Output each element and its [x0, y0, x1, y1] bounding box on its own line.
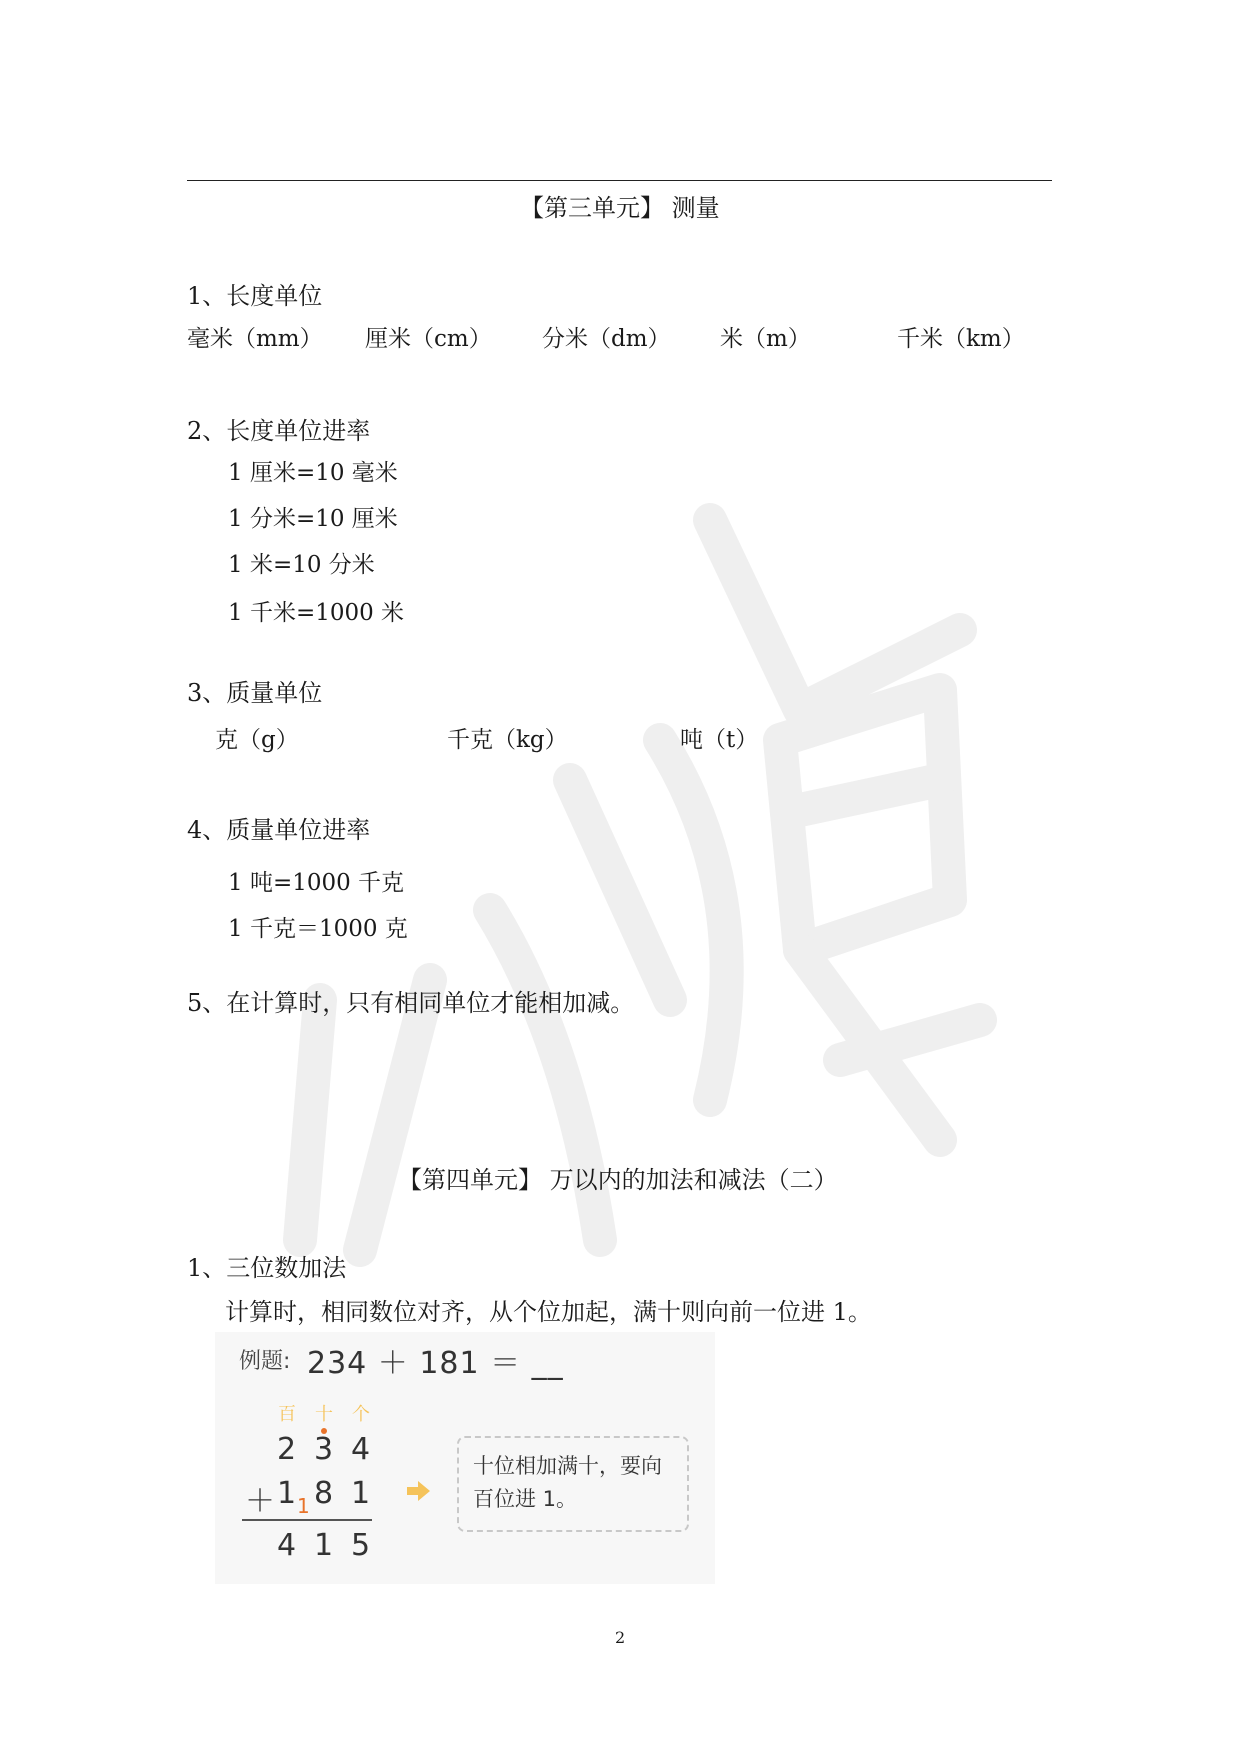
length-rate-4: 1 千米=1000 米: [228, 600, 405, 626]
row2-tens: 8: [314, 1476, 334, 1511]
row2-hundreds: 1: [277, 1476, 297, 1511]
length-rate-2: 1 分米=10 厘米: [228, 506, 398, 532]
place-hundreds: 百: [278, 1404, 296, 1425]
unit4-s1-heading: 1、三位数加法: [187, 1254, 347, 1282]
row2-ones: 1: [351, 1476, 371, 1511]
unit3-s4-heading: 4、质量单位进率: [187, 816, 371, 844]
row2-plus-sign: ＋: [245, 1484, 275, 1519]
length-unit-mm: 毫米（mm）: [187, 326, 323, 352]
unit3-s2-heading: 2、长度单位进率: [187, 417, 371, 445]
unit3-s1-heading: 1、长度单位: [187, 282, 323, 310]
example-label: 例题:: [239, 1349, 291, 1374]
row1-tens: 3: [314, 1432, 334, 1467]
result-hundreds: 4: [277, 1528, 297, 1563]
top-rule: [187, 180, 1052, 181]
place-tens: 十: [315, 1404, 333, 1425]
length-unit-cm: 厘米（cm）: [365, 326, 492, 352]
carry-digit: 1: [297, 1494, 310, 1518]
row1-hundreds: 2: [277, 1432, 297, 1467]
unit3-title: 【第三单元】 测量: [520, 194, 720, 222]
example-equation: 234 ＋ 181 ＝ __: [307, 1346, 564, 1381]
length-rate-1: 1 厘米=10 毫米: [228, 460, 398, 486]
mass-unit-g: 克（g）: [215, 727, 299, 753]
length-unit-dm: 分米（dm）: [542, 326, 671, 352]
sum-line: [242, 1519, 372, 1521]
unit3-s3-heading: 3、质量单位: [187, 679, 323, 707]
length-unit-m: 米（m）: [720, 326, 811, 352]
length-unit-km: 千米（km）: [897, 326, 1025, 352]
mass-rate-1: 1 吨=1000 千克: [228, 870, 405, 896]
example-note: 十位相加满十，要向百位进 1。: [457, 1436, 689, 1532]
row1-ones: 4: [351, 1432, 371, 1467]
unit3-s5-text: 5、在计算时，只有相同单位才能相加减。: [187, 989, 635, 1017]
mass-rate-2: 1 千克＝1000 克: [228, 916, 408, 942]
page-number: 2: [615, 1628, 626, 1647]
mass-unit-t: 吨（t）: [680, 727, 759, 753]
unit4-s1-text: 计算时，相同数位对齐，从个位加起，满十则向前一位进 1。: [225, 1298, 872, 1326]
length-rate-3: 1 米=10 分米: [228, 552, 375, 578]
unit4-title: 【第四单元】 万以内的加法和减法（二）: [398, 1166, 838, 1194]
result-tens: 1: [314, 1528, 334, 1563]
result-ones: 5: [351, 1528, 371, 1563]
place-ones: 个: [352, 1404, 370, 1425]
mass-unit-kg: 千克（kg）: [447, 727, 568, 753]
example-card: [215, 1332, 715, 1584]
arrow-right-icon: [405, 1480, 431, 1502]
